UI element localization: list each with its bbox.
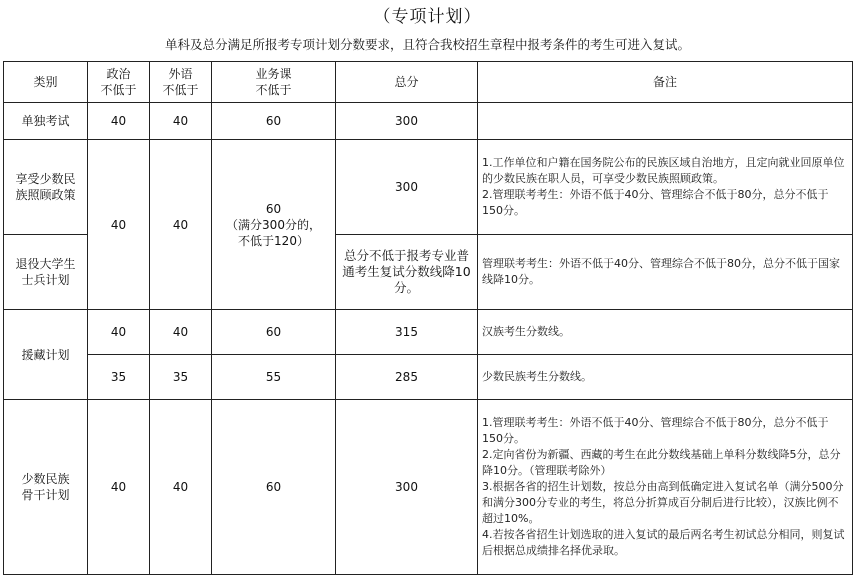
major-cell: 60 [212, 103, 336, 140]
category-cell: 援藏计划 [4, 310, 88, 400]
score-table [3, 61, 853, 575]
table-row [4, 140, 853, 235]
foreign-cell: 40 [150, 103, 212, 140]
total-cell: 300 [336, 103, 478, 140]
politics-cell: 40 [88, 400, 150, 575]
total-cell: 285 [336, 355, 478, 400]
notes-cell [478, 103, 853, 140]
category-cell: 少数民族骨干计划 [4, 400, 88, 575]
foreign-cell: 40 [150, 310, 212, 355]
major-cell: 55 [212, 355, 336, 400]
category-cell: 单独考试 [4, 103, 88, 140]
header-total: 总分 [336, 62, 478, 103]
notes-cell: 管理联考考生：外语不低于40分、管理综合不低于80分，总分不低于国家线降10分。 [478, 235, 853, 310]
page-subtitle: 单科及总分满足所报考专项计划分数要求，且符合我校招生章程中报考条件的考生可进入复试。 [164, 37, 690, 52]
total-cell: 315 [336, 310, 478, 355]
category-cell: 享受少数民族照顾政策 [4, 140, 88, 235]
notes-cell: 汉族考生分数线。 [478, 310, 853, 355]
note-line: 1.管理联考考生：外语不低于40分、管理综合不低于80分，总分不低于150分。 [482, 416, 829, 445]
foreign-cell: 40 [150, 140, 212, 310]
note-line: 3.根据各省的招生计划数，按总分由高到低确定进入复试名单（满分500分和满分300分专业的考生，将总分折算成百分制后进行比较），汉族比例不超过10%。 [482, 480, 844, 525]
header-category: 类别 [4, 62, 88, 103]
header-politics: 政治 不低于 [88, 62, 150, 103]
notes-cell [478, 400, 853, 575]
category-cell: 退役大学生士兵计划 [4, 235, 88, 310]
header-foreign: 外语 不低于 [150, 62, 212, 103]
notes-cell: 少数民族考生分数线。 [478, 355, 853, 400]
table-row [4, 103, 853, 140]
politics-cell: 35 [88, 355, 150, 400]
total-cell: 总分不低于报考专业普通考生复试分数线降10分。 [336, 235, 478, 310]
table-row [4, 355, 853, 400]
foreign-cell: 40 [150, 400, 212, 575]
table-row [4, 400, 853, 575]
total-cell: 300 [336, 400, 478, 575]
major-cell: 60 [212, 310, 336, 355]
note-line: 2.定向省份为新疆、西藏的考生在此分数线基础上单科分数线降5分，总分降10分。（管理联考除外） [482, 448, 841, 477]
header-row [4, 62, 853, 103]
page-title: （专项计划） [373, 7, 482, 27]
note-line: 4.若按各省招生计划选取的进入复试的最后两名考生初试总分相同，则复试后根据总成绩排名择优录取。 [482, 528, 845, 557]
total-cell: 300 [336, 140, 478, 235]
notes-cell [478, 140, 853, 235]
foreign-cell: 35 [150, 355, 212, 400]
major-cell: 60 （满分300分的， 不低于120） [212, 140, 336, 310]
politics-cell: 40 [88, 140, 150, 310]
header-major: 业务课 不低于 [212, 62, 336, 103]
major-cell: 60 [212, 400, 336, 575]
note-line: 1.工作单位和户籍在国务院公布的民族区域自治地方，且定向就业回原单位的少数民族在职人员，可享受少数民族照顾政策。 [482, 156, 845, 185]
politics-cell: 40 [88, 310, 150, 355]
header-notes: 备注 [478, 62, 853, 103]
note-line: 2.管理联考考生：外语不低于40分、管理综合不低于80分，总分不低于150分。 [482, 188, 829, 217]
politics-cell: 40 [88, 103, 150, 140]
table-row [4, 310, 853, 355]
